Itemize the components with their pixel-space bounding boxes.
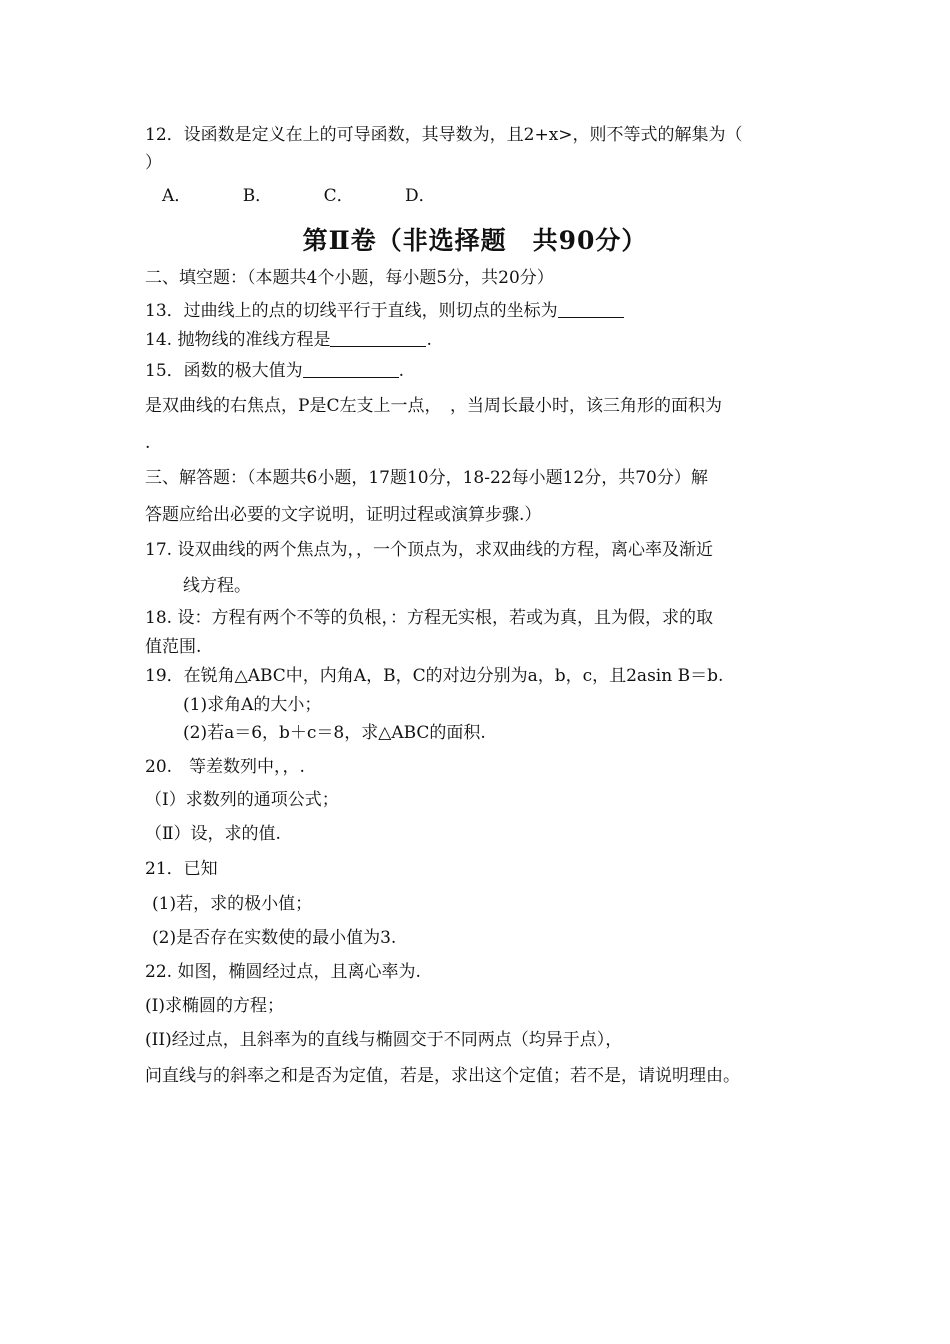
q18-line2: 值范围. (145, 637, 202, 657)
option-a: A． (162, 186, 192, 206)
q15-end: . (398, 361, 405, 381)
q20-part1: （Ⅰ）求数列的通项公式； (145, 790, 339, 810)
q22: 22. 如图，椭圆经过点，且离心率为. (145, 962, 421, 982)
q19-line1: 19．在锐角△ABC中，内角A，B，C的对边分别为a，b，c，且2asin B＝b. (145, 666, 724, 686)
q13-blank (558, 301, 624, 318)
q20: 20. 等差数列中，，. (145, 757, 305, 777)
q18-line1: 18. 设：方程有两个不等的负根，：方程无实根，若或为真，且为假，求的取 (145, 608, 713, 628)
q14 (145, 329, 432, 351)
q17-line2: 线方程。 (183, 576, 251, 596)
q14-blank (330, 330, 426, 347)
q12-options (162, 185, 482, 207)
q21-part2: (2)是否存在实数使的最小值为3. (152, 928, 397, 948)
fill-blank-heading: 二、填空题：（本题共4个小题，每小题5分，共20分） (145, 268, 554, 288)
option-c: C． (323, 186, 354, 206)
q16-line2: . (145, 433, 151, 453)
q22-part3: 问直线与的斜率之和是否为定值，若是，求出这个定值；若不是，请说明理由。 (145, 1066, 740, 1086)
q14-end: . (426, 330, 432, 350)
q12-line1: 12．设函数是定义在上的可导函数，其导数为，且2+x>，则不等式的解集为（ (145, 125, 743, 145)
q21: 21．已知 (145, 859, 218, 879)
option-d: D． (405, 186, 436, 206)
q19-part1: (1)求角A的大小； (183, 695, 322, 715)
q22-part1: (I)求椭圆的方程； (145, 996, 284, 1016)
q15 (145, 360, 404, 382)
q19-part2: (2)若a＝6，b＋c＝8，求△ABC的面积. (183, 723, 486, 743)
answers-heading-line1: 三、解答题：（本题共6小题，17题10分，18-22每小题12分，共70分）解 (145, 468, 708, 488)
option-b: B． (242, 186, 273, 206)
q21-part1: (1)若，求的极小值； (152, 894, 313, 914)
q12-line2: ） (145, 153, 162, 173)
q20-part2: （Ⅱ）设，求的值. (145, 824, 281, 844)
q15-text: 15．函数的极大值为 (145, 361, 303, 381)
answers-heading-line2: 答题应给出必要的文字说明，证明过程或演算步骤.） (145, 505, 542, 525)
q13-text: 13．过曲线上的点的切线平行于直线，则切点的坐标为 (145, 301, 558, 321)
q17-line1: 17. 设双曲线的两个焦点为，，一个顶点为，求双曲线的方程，离心率及渐近 (145, 540, 713, 560)
q16-line1: 是双曲线的右焦点，P是C左支上一点， ，当周长最小时，该三角形的面积为 (145, 396, 722, 416)
section2-title: 第Ⅱ卷（非选择题 共90分） (302, 226, 648, 255)
q15-blank (303, 361, 399, 378)
q13 (145, 300, 624, 322)
q14-text: 14. 抛物线的准线方程是 (145, 330, 331, 350)
q22-part2: (II)经过点，且斜率为的直线与椭圆交于不同两点（均异于点）， (145, 1030, 623, 1050)
